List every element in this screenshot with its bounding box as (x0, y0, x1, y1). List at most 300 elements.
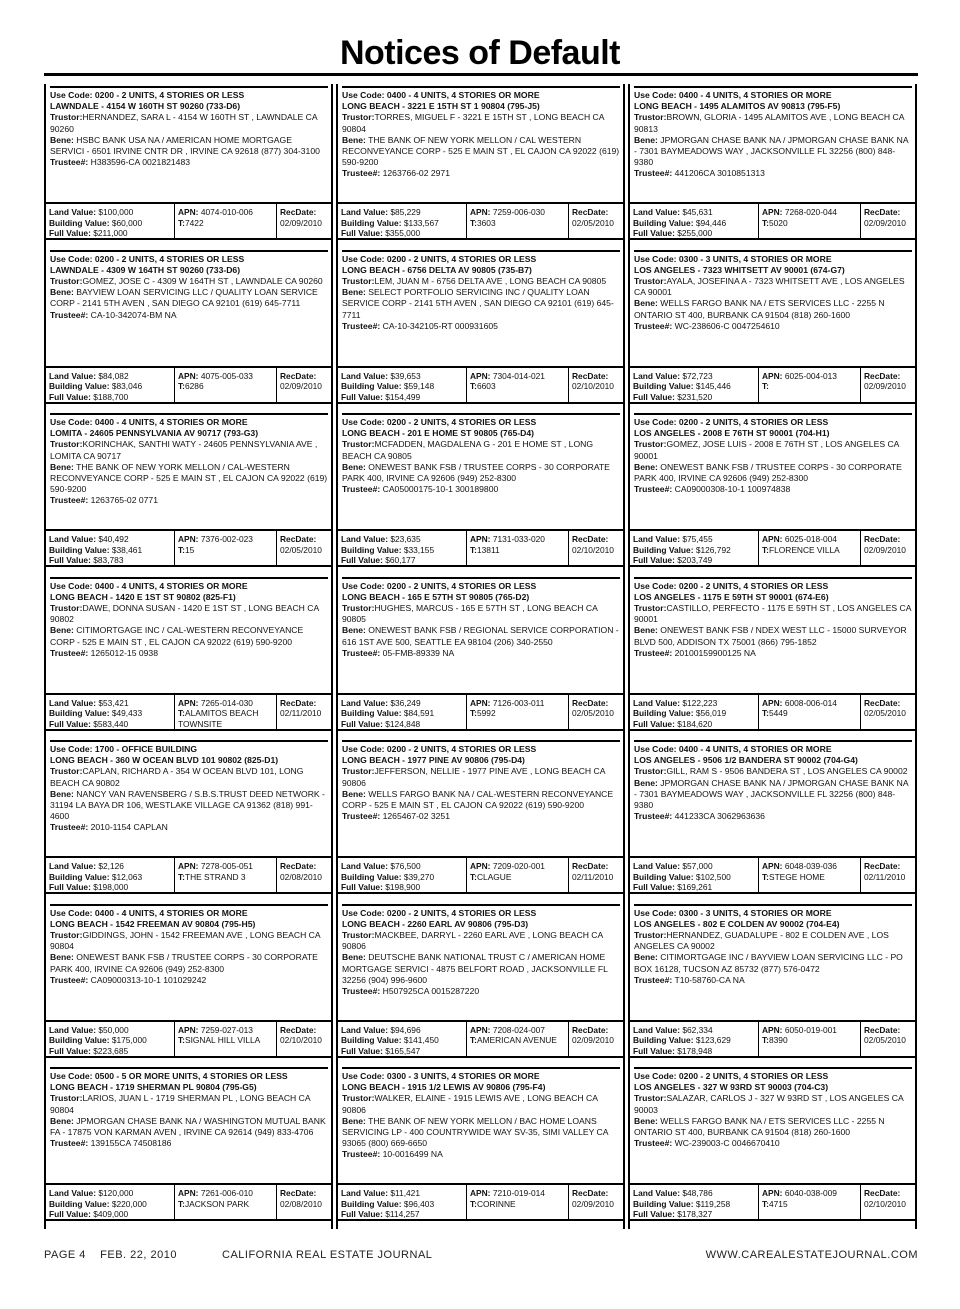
notice-card (336, 902, 625, 1066)
full-value: $114,257 (385, 1209, 420, 1219)
values-column (46, 1185, 174, 1219)
tract-value: 5020 (768, 217, 788, 228)
building-value-label: Building Value: (341, 217, 402, 228)
tract-value: CLAGUE (476, 871, 512, 882)
building-value: $84,591 (403, 708, 435, 719)
trustee-line (342, 168, 620, 179)
full-value-label: Full Value: (49, 1045, 91, 1056)
tract-label: T: (762, 1198, 769, 1209)
trustee-value: 1263766-02 2971 (382, 168, 450, 179)
full-value-label: Full Value: (49, 1209, 91, 1219)
tract-value: 15 (184, 544, 195, 555)
trustee-label: Trustee#: (342, 1149, 381, 1160)
notice-card (336, 575, 625, 739)
notice-body (634, 904, 912, 986)
notice-card (44, 1065, 333, 1229)
building-value-line (49, 708, 171, 719)
trustee-value: CA09000313-10-1 101029242 (90, 974, 207, 985)
recdate-label: RecDate: (864, 207, 901, 217)
building-value-line (341, 218, 463, 229)
land-value-line (49, 861, 171, 872)
building-value-label: Building Value: (49, 871, 110, 882)
apn-column (174, 204, 276, 238)
recdate-value: 02/09/2010 (572, 1035, 614, 1046)
recdate-value: 02/10/2010 (572, 544, 614, 555)
trustor-label: Trustor: (342, 275, 375, 286)
notice-card (628, 84, 917, 248)
full-value-label: Full Value: (49, 228, 91, 238)
tract-line (762, 218, 857, 229)
trustee-value: 441233CA 3062963636 (674, 811, 765, 822)
bene-value: ONEWEST BANK FSB / NDEX WEST LLC - 15000 SURVEYOR BLVD 500, ADDISON TX 75001 (866) 795-1852 (634, 625, 907, 647)
trustor-value: CAPLAN, RICHARD A - 354 W OCEAN BLVD 101, LONG BEACH CA 90802 (50, 766, 304, 788)
recdate-label: RecDate: (864, 534, 901, 544)
apn-line (470, 207, 565, 218)
apn-label: APN: (178, 861, 199, 871)
bene-value: WELLS FARGO BANK NA / ETS SERVICES LLC - 2255 N ONTARIO ST 400, BURBANK CA 91504 (818) 260-1600 (634, 1115, 885, 1138)
trustor-value: DAWE, DONNA SUSAN - 1420 E 1ST ST , LONG BEACH CA 90802 (50, 602, 319, 625)
property-address: LOMITA - 24605 PENNSYLVANIA AV 90717 (793-G3) (50, 428, 259, 439)
full-value-line (341, 555, 463, 565)
apn-line (178, 1025, 273, 1036)
recdate-value: 02/10/2010 (864, 1198, 906, 1209)
bene-label: Bene: (342, 1115, 366, 1126)
page-title: Notices of Default (339, 34, 621, 72)
land-value-line (49, 1025, 171, 1036)
notice-body (342, 86, 620, 180)
trustor-line (634, 930, 912, 952)
land-value: $48,786 (682, 1188, 713, 1198)
apn-label: APN: (178, 207, 199, 217)
tract-value: 5992 (476, 708, 496, 719)
land-value-label: Land Value: (633, 697, 681, 708)
bene-line (50, 1116, 328, 1138)
building-value-label: Building Value: (49, 708, 110, 719)
building-value: $96,403 (403, 1198, 435, 1209)
trustee-value: 441206CA 3010851313 (674, 168, 765, 179)
value-box (46, 1020, 331, 1058)
full-value-line (633, 1209, 755, 1219)
bene-line (342, 462, 620, 484)
trustor-label: Trustor: (634, 766, 667, 777)
apn-label: APN: (470, 697, 491, 708)
values-column (46, 858, 174, 892)
values-column (46, 204, 174, 238)
value-box (338, 1183, 623, 1221)
notice-card (628, 248, 917, 412)
value-box (338, 366, 623, 404)
tract-label: T: (178, 871, 185, 882)
trustor-value: HUGHES, MARCUS - 165 E 57TH ST , LONG BEACH CA 90805 (342, 602, 598, 625)
land-value-line (633, 534, 755, 545)
tract-label: T: (470, 1035, 477, 1046)
trustee-line (50, 648, 328, 659)
land-value-label: Land Value: (633, 1188, 681, 1198)
trustee-value: T10-58760-CA NA (674, 974, 745, 985)
recdate-column (568, 858, 623, 892)
tract-label: T: (178, 544, 185, 555)
land-value-line (49, 534, 171, 545)
building-value: $83,046 (111, 381, 143, 392)
land-value-line (49, 1188, 171, 1199)
bene-value: ONEWEST BANK FSB / TRUSTEE CORPS - 30 CORPORATE PARK 400, IRVINE CA 92606 (949) 252-8300 (50, 952, 318, 974)
trustee-label: Trustee#: (342, 168, 381, 179)
building-value: $102,500 (695, 871, 731, 882)
apn-column (174, 368, 276, 402)
apn-column (466, 1185, 568, 1219)
full-value-line (49, 555, 171, 565)
notice-body (50, 577, 328, 659)
full-value: $211,000 (93, 228, 128, 238)
trustor-line (342, 1093, 620, 1115)
use-code: Use Code: 0200 - 2 UNITS, 4 STORIES OR LESS (634, 1071, 829, 1081)
trustee-line (342, 811, 620, 822)
apn-line (470, 698, 565, 709)
apn-label: APN: (470, 1188, 491, 1198)
apn-line (762, 698, 857, 709)
values-column (630, 531, 758, 565)
tract-value: 4715 (768, 1198, 788, 1209)
apn-value: 7376-002-023 (200, 534, 253, 544)
building-value: $175,000 (111, 1035, 147, 1046)
values-column (338, 695, 466, 729)
apn-column (466, 204, 568, 238)
trustee-label: Trustee#: (634, 811, 673, 822)
bene-label: Bene: (50, 952, 74, 963)
apn-value: 7259-027-013 (200, 1024, 253, 1035)
trustee-value: 05-FMB-89339 NA (382, 647, 455, 658)
full-value: $124,848 (385, 718, 421, 729)
title-rule (44, 73, 918, 76)
trustor-line (342, 439, 620, 461)
trustor-label: Trustor: (50, 439, 83, 450)
tract-line (470, 381, 565, 392)
recdate-column (276, 1185, 331, 1219)
recdate-label: RecDate: (280, 1024, 317, 1035)
bene-value: JPMORGAN CHASE BANK NA / JPMORGAN CHASE BANK NA - 7301 BAYMEADOWS WAY , JACKSONVILLE FL 32256 (800) 848-9380 (634, 777, 909, 811)
full-value-label: Full Value: (341, 718, 383, 729)
land-value: $40,492 (98, 534, 129, 544)
apn-line (470, 534, 565, 545)
tract-line (762, 381, 857, 392)
tract-line (470, 708, 565, 719)
tract-value: STEGE HOME (768, 871, 825, 882)
property-address: LOS ANGELES - 2008 E 76TH ST 90001 (704-H1) (634, 428, 830, 439)
bene-value: THE BANK OF NEW YORK MELLON / CAL-WESTERN RECONVEYANCE CORP - 525 E MAIN ST , EL CAJON CA 92022 (619) 590-9200 (50, 461, 328, 495)
recdate-label: RecDate: (572, 207, 609, 217)
recdate-value: 02/09/2010 (280, 381, 322, 392)
value-box (630, 693, 915, 731)
property-address: LAWNDALE - 4154 W 160TH ST 90260 (733-D6) (50, 101, 241, 112)
recdate-value: 02/09/2010 (280, 217, 322, 228)
land-value-line (49, 698, 171, 709)
recdate-value: 02/05/2010 (280, 544, 322, 555)
full-value-label: Full Value: (633, 391, 675, 402)
building-value-label: Building Value: (341, 381, 402, 392)
bene-label: Bene: (342, 788, 366, 799)
land-value-label: Land Value: (341, 1024, 389, 1035)
building-value: $145,446 (695, 381, 731, 392)
value-box (46, 856, 331, 894)
apn-column (758, 1185, 860, 1219)
tract-label: T: (470, 1198, 477, 1209)
bene-label: Bene: (634, 952, 658, 963)
full-value: $83,783 (93, 555, 124, 565)
trustee-label: Trustee#: (342, 647, 381, 658)
trustee-label: Trustee#: (634, 320, 673, 331)
recdate-column (568, 531, 623, 565)
tract-line (762, 545, 857, 556)
footer-url[interactable]: WWW.CAREALESTATEJOURNAL.COM (705, 1249, 918, 1261)
full-value-label: Full Value: (633, 1209, 675, 1219)
tract-line (762, 1199, 857, 1210)
notice-card (628, 1065, 917, 1229)
values-column (338, 368, 466, 402)
tract-label: T: (762, 544, 769, 555)
tract-value: 13811 (476, 544, 500, 555)
use-code: Use Code: 0300 - 3 UNITS, 4 STORIES OR MORE (634, 253, 832, 264)
value-box (338, 529, 623, 567)
full-value: $231,520 (677, 391, 713, 402)
bene-value: BAYVIEW LOAN SERVICING LLC / QUALITY LOAN SERVICE CORP - 2141 5TH AVEN , SAN DIEGO CA 92101 (619) 645-7711 (50, 287, 318, 309)
land-value: $120,000 (98, 1188, 134, 1198)
apn-value: 6050-019-001 (784, 1024, 837, 1035)
bene-label: Bene: (342, 134, 366, 145)
values-column (630, 695, 758, 729)
land-value-label: Land Value: (341, 207, 389, 217)
trustor-line (50, 112, 328, 134)
values-column (338, 531, 466, 565)
bene-value: ONEWEST BANK FSB / TRUSTEE CORPS - 30 CORPORATE PARK 400, IRVINE CA 92606 (949) 252-8300 (634, 461, 902, 484)
recdate-value: 02/11/2010 (864, 871, 906, 882)
use-code: Use Code: 0300 - 3 UNITS, 4 STORIES OR MORE (342, 1071, 540, 1081)
bene-label: Bene: (342, 952, 366, 963)
apn-label: APN: (470, 1024, 491, 1035)
land-value-label: Land Value: (341, 370, 389, 381)
recdate-label: RecDate: (280, 697, 317, 708)
full-value-line (341, 719, 463, 729)
recdate-value: 02/05/2010 (864, 1035, 906, 1046)
use-code: Use Code: 0400 - 4 UNITS, 4 STORIES OR MORE (634, 744, 832, 754)
values-column (338, 1022, 466, 1056)
notice-body (50, 250, 328, 321)
apn-label: APN: (762, 1024, 783, 1035)
trustee-label: Trustee#: (50, 822, 89, 833)
building-value-line (341, 545, 463, 556)
bene-label: Bene: (634, 625, 658, 636)
trustee-line (342, 321, 620, 332)
apn-value: 7131-033-020 (492, 534, 545, 544)
land-value-line (341, 861, 463, 872)
notice-card (44, 738, 333, 902)
recdate-column (568, 368, 623, 402)
use-code: Use Code: 0200 - 2 UNITS, 4 STORIES OR LESS (342, 744, 537, 754)
trustee-value: 20100159900125 NA (674, 647, 756, 658)
trustee-label: Trustee#: (50, 1138, 89, 1149)
full-value-label: Full Value: (633, 882, 675, 892)
trustee-value: H507925CA 0015287220 (382, 985, 480, 996)
bene-label: Bene: (342, 461, 366, 472)
notice-body (634, 577, 912, 659)
bene-line (634, 952, 912, 974)
trustee-label: Trustee#: (634, 484, 673, 495)
value-box (630, 529, 915, 567)
trustor-line (634, 766, 912, 777)
trustor-line (50, 276, 328, 287)
full-value: $198,000 (93, 882, 129, 892)
values-column (630, 1185, 758, 1219)
land-value-label: Land Value: (341, 861, 389, 871)
notice-body (50, 1067, 328, 1149)
tract-line (762, 872, 857, 883)
bene-value: NANCY VAN RAVENSBERG / S.B.S.TRUST DEED NETWORK - 31194 LA BAYA DR 106, WESTLAKE VILLAGE CA 91362 (818) 991-4600 (50, 788, 325, 822)
recdate-label: RecDate: (572, 697, 609, 708)
notice-card (336, 1065, 625, 1229)
property-address: LOS ANGELES - 802 E COLDEN AV 90002 (704-E4) (634, 918, 840, 929)
use-code: Use Code: 0200 - 2 UNITS, 4 STORIES OR LESS (634, 580, 829, 591)
apn-label: APN: (178, 534, 199, 544)
value-box (46, 202, 331, 240)
use-code: Use Code: 0200 - 2 UNITS, 4 STORIES OR LESS (50, 90, 245, 100)
tract-label: T: (470, 708, 477, 719)
notices-grid (44, 84, 917, 1229)
recdate-column (568, 1185, 623, 1219)
building-value: $49,433 (111, 708, 143, 719)
property-address: LONG BEACH - 360 W OCEAN BLVD 101 90802 (825-D1) (50, 755, 279, 766)
full-value: $154,499 (385, 391, 421, 402)
bene-value: THE BANK OF NEW YORK MELLON / CAL WESTERN RECONVEYANCE CORP - 525 E MAIN ST , EL CAJON CA 92022 (619) 590-9200 (342, 134, 620, 168)
apn-label: APN: (762, 534, 783, 544)
property-address: LONG BEACH - 165 E 57TH ST 90805 (765-D2) (342, 591, 530, 602)
apn-line (470, 861, 565, 872)
tract-value: JACKSON PARK (184, 1198, 250, 1209)
full-value-line (633, 228, 755, 238)
apn-label: APN: (762, 861, 783, 871)
full-value: $184,620 (677, 718, 713, 729)
full-value-line (633, 555, 755, 565)
recdate-column (860, 695, 915, 729)
trustee-line (634, 321, 912, 332)
recdate-label: RecDate: (280, 534, 317, 544)
apn-line (470, 1025, 565, 1036)
full-value: $583,440 (93, 718, 129, 729)
trustee-line (342, 648, 620, 659)
land-value-line (341, 534, 463, 545)
recdate-label: RecDate: (280, 370, 317, 381)
trustee-line (50, 310, 328, 321)
apn-label: APN: (178, 1188, 199, 1198)
apn-column (174, 1185, 276, 1219)
trustee-value: 1263765-02 0771 (90, 495, 158, 506)
building-value-label: Building Value: (633, 217, 694, 228)
notice-body (342, 577, 620, 659)
trustee-value: 1265467-02 3251 (382, 811, 450, 822)
building-value-label: Building Value: (49, 381, 110, 392)
building-value: $38,461 (111, 544, 143, 555)
use-code: Use Code: 1700 - OFFICE BUILDING (50, 744, 198, 754)
tract-line (470, 1035, 565, 1046)
trustor-value: SALAZAR, CARLOS J - 327 W 93RD ST , LOS ANGELES CA 90003 (634, 1093, 904, 1115)
apn-line (762, 1188, 857, 1199)
building-value-line (633, 872, 755, 883)
apn-column (174, 1022, 276, 1056)
apn-value: 7209-020-001 (492, 861, 545, 871)
building-value-label: Building Value: (633, 544, 694, 555)
recdate-label: RecDate: (280, 207, 317, 217)
tract-value: 5449 (768, 708, 788, 719)
apn-label: APN: (762, 1188, 783, 1198)
bene-line (342, 135, 620, 169)
land-value: $11,421 (390, 1188, 420, 1198)
recdate-column (276, 695, 331, 729)
apn-column (758, 695, 860, 729)
trustee-line (342, 484, 620, 495)
recdate-value: 02/05/2010 (864, 708, 906, 719)
full-value-line (49, 228, 171, 238)
trustor-label: Trustor: (50, 929, 83, 940)
land-value: $94,696 (390, 1024, 421, 1035)
property-address: LOS ANGELES - 9506 1/2 BANDERA ST 90002 (704-G4) (634, 755, 858, 766)
building-value-label: Building Value: (633, 1035, 694, 1046)
trustee-value: 1265012-15 0938 (90, 647, 158, 658)
trustee-line (634, 484, 912, 495)
property-address: LAWNDALE - 4309 W 164TH ST 90260 (733-D6) (50, 264, 241, 275)
property-address: LOS ANGELES - 7323 WHITSETT AV 90001 (674-G7) (634, 264, 845, 275)
land-value-label: Land Value: (341, 534, 389, 544)
property-address: LONG BEACH - 1542 FREEMAN AV 90804 (795-H5) (50, 918, 256, 929)
footer-page-date: PAGE 4 FEB. 22, 2010 (44, 1249, 177, 1261)
land-value: $76,500 (390, 861, 421, 871)
tract-label: T: (178, 217, 185, 228)
use-code: Use Code: 0300 - 3 UNITS, 4 STORIES OR MORE (634, 907, 832, 918)
building-value: $141,450 (403, 1035, 439, 1046)
building-value: $94,446 (695, 217, 727, 228)
trustor-line (634, 1093, 912, 1115)
apn-column (466, 858, 568, 892)
trustor-value: AYALA, JOSEFINA A - 7323 WHITSETT AVE , LOS ANGELES CA 90001 (634, 275, 905, 298)
property-address: LONG BEACH - 1420 E 1ST ST 90802 (825-F1) (50, 591, 236, 602)
trustee-line (50, 1138, 328, 1149)
recdate-label: RecDate: (864, 861, 901, 871)
tract-label: T: (470, 544, 477, 555)
tract-label: T: (762, 871, 769, 882)
full-value: $198,900 (385, 882, 421, 892)
full-value-line (49, 882, 171, 892)
trustor-label: Trustor: (634, 112, 667, 123)
value-box (630, 366, 915, 404)
recdate-column (568, 695, 623, 729)
apn-label: APN: (178, 370, 199, 381)
bene-label: Bene: (342, 625, 366, 636)
apn-value: 6048-039-036 (784, 861, 837, 871)
building-value-label: Building Value: (49, 1035, 110, 1046)
building-value-line (49, 381, 171, 392)
full-value-label: Full Value: (341, 555, 383, 565)
bene-value: ONEWEST BANK FSB / REGIONAL SERVICE CORPORATION - 616 1ST AVE 500, SEATTLE EA 98104 (206) 340-2550 (342, 625, 619, 647)
use-code: Use Code: 0400 - 4 UNITS, 4 STORIES OR MORE (50, 417, 248, 427)
notice-card (628, 575, 917, 739)
full-value-label: Full Value: (49, 391, 91, 402)
notice-body (50, 740, 328, 834)
bene-label: Bene: (634, 298, 658, 309)
value-box (46, 366, 331, 404)
full-value: $188,700 (93, 391, 129, 402)
full-value: $223,685 (93, 1045, 129, 1056)
bene-line (634, 1116, 912, 1138)
notice-body (634, 413, 912, 495)
recdate-column (276, 1022, 331, 1056)
use-code: Use Code: 0400 - 4 UNITS, 4 STORIES OR MORE (342, 90, 540, 100)
